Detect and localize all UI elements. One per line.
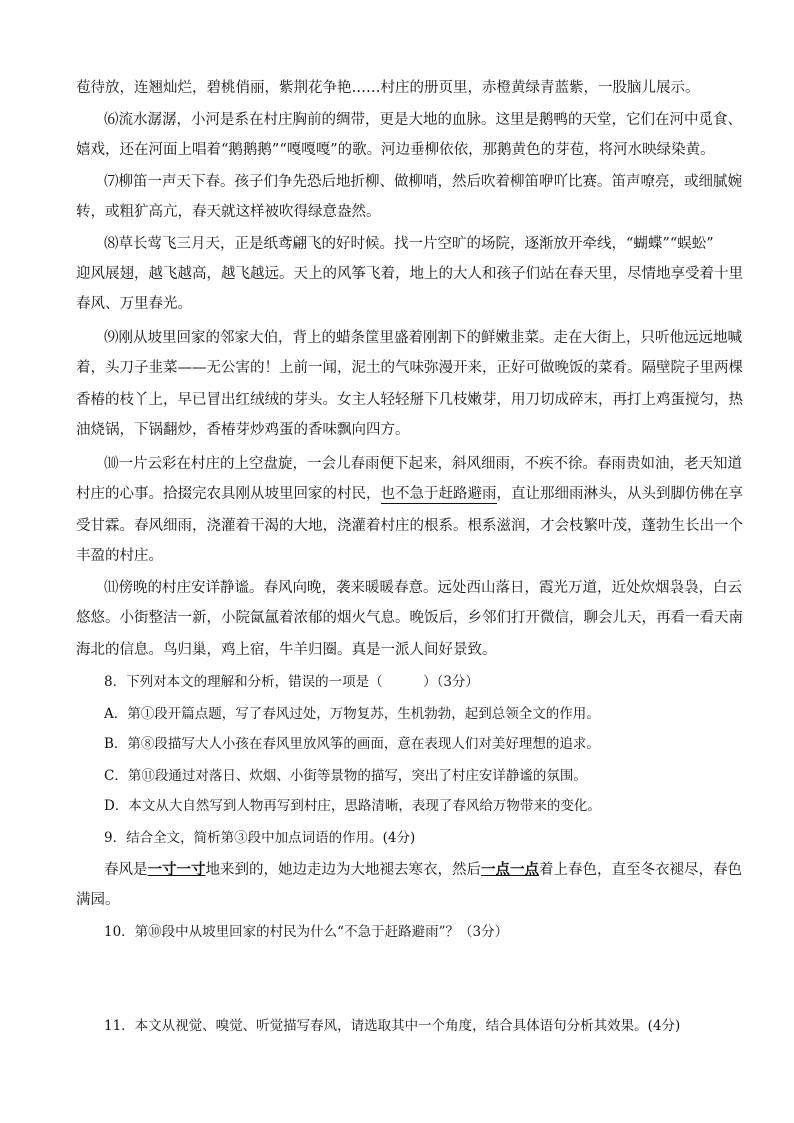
- paragraph-11-line-1: ⑾傍晚的村庄安详静谧。春风向晚，袭来暖暖春意。远处西山落日，霞光万道，近处炊烟袅袅，白云: [104, 580, 742, 596]
- paragraph-10-line-3: 受甘霖。春风细雨，浇灌着干渴的大地，浇灌着村庄的根系。根系滋润，才会枝繁叶茂，蓬勃生长出一个: [76, 518, 743, 534]
- question-11-stem: 11．本文从视觉、嗅觉、听觉描写春风，请选取其中一个角度，结合具体语句分析其效果。(4分): [104, 1018, 681, 1034]
- question-8-option-d: D．本文从大自然写到人物再写到村庄，思路清晰，表现了春风给万物带来的变化。: [104, 798, 601, 814]
- paragraph-8-line-3: 春风、万里春光。: [76, 296, 192, 312]
- paragraph-8-line-1: ⑻草长莺飞三月天，正是纸鸢翩飞的好时候。找一片空旷的场院，逐渐放开牵线，“蝴蝶”“蜈蚣”: [104, 236, 714, 252]
- question-9-quote-line-2: 满园。: [76, 892, 120, 908]
- paragraph-9-line-1: ⑼刚从坡里回家的邻家大伯，背上的蜡条筐里盛着刚割下的鲜嫩韭菜。走在大街上，只听他远远地喊: [104, 330, 742, 346]
- paragraph-9-line-4: 油烧锅，下锅翻炒，香椿芽炒鸡蛋的香味飘向四方。: [76, 422, 410, 438]
- question-8-option-a: A．第①段开篇点题，写了春风过处，万物复苏，生机勃勃，起到总领全文的作用。: [104, 706, 600, 722]
- paragraph-6-line-2: 嬉戏，还在河面上唱着“鹅鹅鹅”“嘎嘎嘎”的歌。河边垂柳依依，那鹅黄色的芽苞，将河水映绿染黄。: [76, 142, 715, 158]
- paragraph-9-line-3: 香椿的枝丫上，早已冒出红绒绒的芽头。女主人轻轻掰下几枝嫩芽，用刀切成碎末，再打上鸡蛋搅匀，热: [76, 392, 743, 408]
- underlined-phrase: 也不急于赶路避雨: [380, 486, 497, 502]
- question-10-stem: 10．第⑩段中从坡里回家的村民为什么“不急于赶路避雨”？（3分）: [104, 924, 509, 940]
- paragraph-10-line-4: 丰盈的村庄。: [76, 548, 163, 564]
- paragraph-6-line-1: ⑹流水潺潺，小河是系在村庄胸前的绸带，更是大地的血脉。这里是鹅鸭的天堂，它们在河中觅食、: [104, 112, 742, 128]
- question-9-stem: 9．结合全文，简析第③段中加点词语的作用。(4分): [104, 830, 416, 846]
- paragraph-5-end: 苞待放，连翘灿烂，碧桃俏丽，紫荆花争艳……村庄的册页里，赤橙黄绿青蓝紫，一股脑儿展示。: [76, 80, 700, 96]
- paragraph-11-line-2: 悠悠。小街整洁一新，小院氤氲着浓郁的烟火气息。晚饭后，乡邻们打开微信，聊会儿天，再看一看天南: [76, 610, 743, 626]
- dotted-word-1: 一寸一寸: [147, 861, 206, 878]
- paragraph-10-text-b: ，直让那细雨淋头，从头到脚仿佛在享: [496, 486, 743, 502]
- paragraph-7-line-1: ⑺柳笛一声天下春。孩子们争先恐后地折柳、做柳哨，然后吹着柳笛咿吖比赛。笛声嘹亮，或细腻婉: [104, 174, 742, 190]
- paragraph-9-line-2: 着，头刀子韭菜——无公害的！上前一闻，泥土的气味弥漫开来，正好可做晚饭的菜肴。隔壁院子里两棵: [76, 360, 743, 376]
- question-8-option-c: C．第⑪段通过对落日、炊烟、小街等景物的描写，突出了村庄安详静谧的氛围。: [104, 768, 587, 784]
- paragraph-10-text-a: 村庄的心事。拾掇完农具刚从坡里回家的村民，: [76, 486, 381, 502]
- quote-text-b: 地来到的，她边走边为大地褪去寒衣，然后: [205, 862, 481, 878]
- question-8-option-b: B．第⑧段描写大人小孩在春风里放风筝的画面，意在表现人们对美好理想的追求。: [104, 736, 600, 752]
- dotted-word-2: 一点一点: [481, 861, 539, 878]
- question-8-stem: 8．下列对本文的理解和分析，错误的一项是（ ）（3分）: [104, 674, 479, 690]
- quote-text-a: 春风是: [104, 862, 148, 878]
- paragraph-7-line-2: 转，或粗犷高亢，春天就这样被吹得绿意盎然。: [76, 204, 381, 220]
- paragraph-10-line-1: ⑽一片云彩在村庄的上空盘旋，一会儿春雨便下起来，斜风细雨，不疾不徐。春雨贵如油，老天知道: [104, 456, 742, 472]
- paragraph-10-line-2: [76, 484, 743, 504]
- question-9-quote-line-1: [104, 860, 742, 880]
- quote-text-c: 着上春色，直至冬衣褪尽，春色: [539, 862, 742, 878]
- paragraph-8-line-2: 迎风展翅，越飞越高，越飞越远。天上的风筝飞着，地上的大人和孩子们站在春天里，尽情地享受着十里: [76, 266, 743, 282]
- paragraph-11-line-3: 海北的信息。鸟归巢，鸡上宿，牛羊归圈。真是一派人间好景致。: [76, 642, 497, 658]
